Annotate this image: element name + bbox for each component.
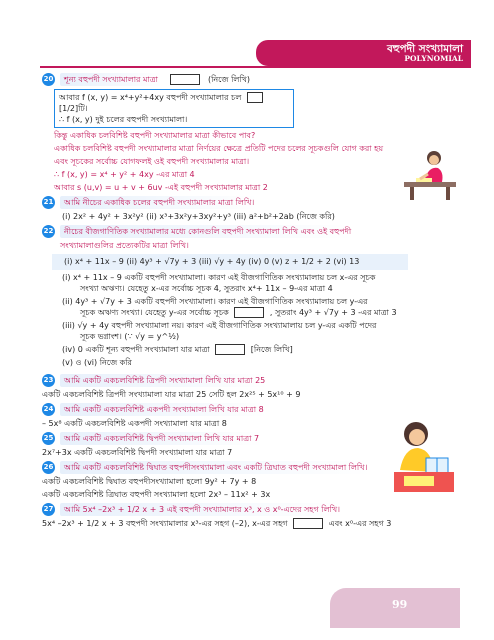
q23-heading bbox=[42, 374, 464, 387]
question-number: 27 bbox=[42, 503, 55, 516]
answer-blank[interactable] bbox=[234, 307, 264, 318]
answer-line: (i) x⁴ + 11x – 9 একটি বহুপদী সংখ্যামালা। কারণ এই বীজগাণিতিক সংখ্যামালায় চল x-এর সূচক bbox=[62, 273, 376, 282]
note-text: ∴ f (x, y) দুই চলের বহুপদী সংখ্যামালা। bbox=[59, 115, 188, 124]
answer-blank[interactable] bbox=[293, 518, 323, 529]
question-items: (i) x⁴ + 11x – 9 (ii) 4y³ + √7y + 3 (iii) √y + 4y (iv) 0 (v) z + 1/2 + 2 (vi) 13 bbox=[52, 254, 408, 270]
question-number: 21 bbox=[42, 196, 55, 209]
chapter-header-band bbox=[256, 40, 471, 66]
question-prompt: আমি 5x⁴ –2x³ + 1/2 x + 3 এই বহুপদী সংখ্যামালার x³, x ও x⁰-এদের সহগ লিখি। bbox=[60, 503, 344, 516]
page-number: 99 bbox=[392, 598, 408, 611]
question-note: (নিজে লিখি) bbox=[207, 75, 250, 84]
answer-blank[interactable] bbox=[215, 344, 245, 355]
question-number: 22 bbox=[42, 225, 55, 238]
answer-line: 2x⁷+3x একটি একচলবিশিষ্ট দ্বিপদী সংখ্যামালা যার মাত্রা 7 bbox=[42, 448, 233, 457]
note-text: আবার f (x, y) = x⁴+y²+4xy বহুপদী সংখ্যামালার চল bbox=[59, 93, 242, 102]
chapter-title: বহুপদী সংখ্যামালা bbox=[386, 43, 463, 55]
question-items: (i) 2x² + 4y² + 3x²y² (ii) x³+3x²y+3xy²+y³ (iii) a²+b²+2ab (নিজে করি) bbox=[62, 212, 335, 221]
answer-line: (iv) 0 একটি শূন্য বহুপদী সংখ্যামালা যার মাত্রা bbox=[62, 345, 210, 354]
question-number: 20 bbox=[42, 73, 55, 86]
answer-line: [নিজে লিখি] bbox=[250, 345, 293, 354]
example-text: ∴ f (x, y) = x⁴ + y² + 4xy -এর মাত্রা 4 bbox=[54, 170, 195, 179]
q20-heading bbox=[42, 73, 464, 86]
answer-line: সূচক ভগ্নাংশ। (∵ √y = y^½) bbox=[80, 332, 180, 341]
q24-heading bbox=[42, 403, 464, 416]
answer-blank[interactable] bbox=[170, 74, 200, 85]
question-number: 26 bbox=[42, 461, 55, 474]
example-text: আবার s (u,v) = u + v + 6uv -এই বহুপদী সংখ্যামালার মাত্রা 2 bbox=[54, 183, 268, 192]
question-prompt: আমি একটি একচলবিশিষ্ট একপদী সংখ্যামালা লিখি যার মাত্রা 8 bbox=[60, 403, 268, 416]
content-body bbox=[42, 70, 464, 529]
answer-line: সূচক অঋণ্য সংখ্যা। যেহেতু y-এর সর্বোচ্চ সূচক bbox=[80, 308, 229, 317]
answer-line: একটি একচলবিশিষ্ট ত্রিঘাত বহুপদী সংখ্যামালা হলো 2x³ – 11x² + 3x bbox=[42, 490, 271, 499]
q22-heading bbox=[42, 225, 464, 238]
answer-line: সংখ্যা অঋণ্য। যেহেতু x-এর সর্বোচ্চ সূচক 4, সুতরাং x⁴+ 11x – 9-এর মাত্রা 4 bbox=[80, 284, 333, 293]
question-prompt-cont: সংখ্যামালাগুলির প্রত্যেকটির মাত্রা লিখি। bbox=[60, 241, 189, 250]
answer-line: একটি একচলবিশিষ্ট দ্বিঘাত বহুপদীসংখ্যামালা হলো 9y² + 7y + 8 bbox=[42, 477, 257, 486]
question-prompt: আমি একটি একচলবিশিষ্ট দ্বিপদী সংখ্যামালা লিখি যার মাত্রা 7 bbox=[60, 432, 263, 445]
question-prompt: নীচের বীজগাণিতিক সংখ্যামালার মধ্যে কোনগুলি বহুপদী সংখ্যামালা লিখি এবং ওই বহুপদী bbox=[60, 225, 355, 238]
header-rule bbox=[40, 66, 471, 68]
question-text: কিন্তু একাধিক চলবিশিষ্ট বহুপদী সংখ্যামালার মাত্রা কীভাবে পাব? bbox=[54, 131, 256, 140]
answer-line: (iii) √y + 4y বহুপদী সংখ্যামালা নয়। কারণ এই বীজগাণিতিক সংখ্যামালায় চল y-এর একটি পদের bbox=[62, 321, 377, 330]
answer-line: এবং x⁰-এর সহগ 3 bbox=[328, 519, 392, 528]
answer-line: (v) ও (vi) নিজে করি bbox=[62, 358, 132, 367]
question-prompt: শূন্য বহুপদী সংখ্যামালার মাত্রা bbox=[60, 73, 162, 86]
question-number: 24 bbox=[42, 403, 55, 416]
chapter-subtitle: POLYNOMIAL bbox=[404, 54, 463, 63]
page-number-tab bbox=[330, 588, 460, 628]
answer-line: , সুতরাং 4y³ + √7y + 3 -এর মাত্রা 3 bbox=[269, 308, 397, 317]
q26-heading bbox=[42, 461, 464, 474]
question-number: 23 bbox=[42, 374, 55, 387]
question-prompt: আমি নীচের একাধিক চলের বহুপদী সংখ্যামালার মাত্রা লিখি। bbox=[60, 196, 258, 209]
explanation-text: একাধিক চলবিশিষ্ট বহুপদী সংখ্যামালার মাত্রা নির্ণয়ের ক্ষেত্রে প্রতিটি পদের চলের সূচকগুলি যোগ করা হয় bbox=[54, 144, 384, 153]
q21-heading bbox=[42, 196, 464, 209]
q27-heading bbox=[42, 503, 464, 516]
question-prompt: আমি একটি একচলবিশিষ্ট দ্বিঘাত বহুপদীসংখ্যামালা এবং একটি ত্রিঘাত বহুপদী সংখ্যামালা লিখি। bbox=[60, 461, 371, 474]
question-number: 25 bbox=[42, 432, 55, 445]
q25-heading bbox=[42, 432, 464, 445]
answer-blank[interactable] bbox=[247, 92, 263, 103]
q20-note-box bbox=[54, 89, 294, 128]
answer-line: একটি একচলবিশিষ্ট ত্রিপদী সংখ্যামালা যার মাত্রা 25 সেটি হল 2x²⁵ + 5x¹⁰ + 9 bbox=[42, 390, 301, 399]
explanation-text: এবং সূচকের সর্বোচ্চ যোগফলই ওই বহুপদী সংখ্যামালার মাত্রা। bbox=[54, 157, 250, 166]
answer-line: (ii) 4y³ + √7y + 3 একটি বহুপদী সংখ্যামালা। কারণ এই বীজগাণিতিক সংখ্যামালায় চল y-এর bbox=[62, 297, 368, 306]
note-text: [1/2]টি। bbox=[59, 104, 88, 113]
answer-line: – 5x⁸ একটি একচলবিশিষ্ট একপদী সংখ্যামালা যার মাত্রা 8 bbox=[42, 419, 227, 428]
question-prompt: আমি একটি একচলবিশিষ্ট ত্রিপদী সংখ্যামালা লিখি যার মাত্রা 25 bbox=[60, 374, 269, 387]
answer-line: 5x⁴ –2x³ + 1/2 x + 3 বহুপদী সংখ্যামালার x³-এর সহগ (–2), x-এর সহগ bbox=[42, 519, 288, 528]
